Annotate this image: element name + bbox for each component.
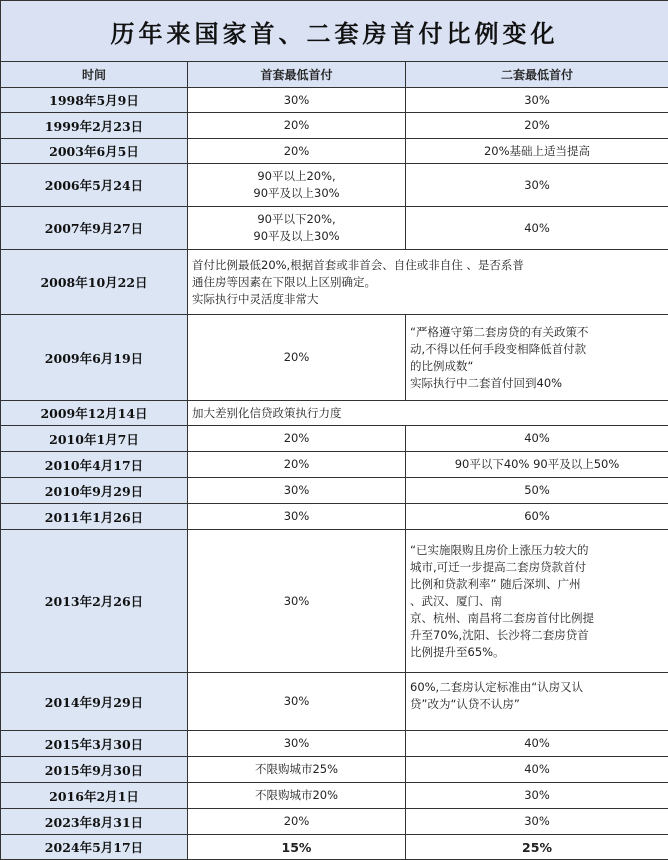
header-first: 首套最低首付 bbox=[188, 62, 406, 88]
row-date: 2015年9月30日 bbox=[1, 757, 188, 783]
row-merged-line: 实际执行中灵活度非常大 bbox=[192, 291, 664, 308]
table-row bbox=[1, 530, 668, 673]
row-date: 2023年8月31日 bbox=[1, 809, 188, 835]
row-first-line: 90平以上20%, bbox=[192, 168, 401, 185]
row-second-line: 动,不得以任何手段变相降低首付款 bbox=[410, 341, 664, 358]
table-row bbox=[1, 139, 668, 164]
table-row bbox=[1, 113, 668, 139]
row-second-line: 60%,二套房认定标准由“认房又认 bbox=[410, 679, 664, 696]
table-row bbox=[1, 478, 668, 504]
row-second: 30% bbox=[406, 783, 668, 809]
row-second-line: 升至70%,沈阳、长沙将二套房贷首 bbox=[410, 627, 664, 644]
table-row bbox=[1, 250, 668, 315]
row-merged-line: 首付比例最低20%,根据首套或非首会、自住或非自住 、是否系普 bbox=[192, 257, 664, 274]
row-first: 30% bbox=[188, 478, 406, 504]
table-row bbox=[1, 809, 668, 835]
row-first: 20% bbox=[188, 315, 406, 401]
row-first: 20% bbox=[188, 426, 406, 452]
row-date: 2014年9月29日 bbox=[1, 673, 188, 731]
table-row bbox=[1, 731, 668, 757]
row-second: 25% bbox=[406, 835, 668, 860]
row-date: 2009年12月14日 bbox=[1, 401, 188, 426]
page-title: 历年来国家首、二套房首付比例变化 bbox=[1, 1, 668, 62]
row-second-line: 贷”改为“认贷不认房” bbox=[410, 696, 664, 713]
row-date: 1998年5月9日 bbox=[1, 88, 188, 113]
row-second-line: “已实施限购且房价上涨压力较大的 bbox=[410, 542, 664, 559]
row-second: 40% bbox=[406, 731, 668, 757]
row-second-line: 比例和贷款利率” 随后深圳、广州 bbox=[410, 576, 664, 593]
row-first: 30% bbox=[188, 731, 406, 757]
row-date: 2010年1月7日 bbox=[1, 426, 188, 452]
row-second: 30% bbox=[406, 809, 668, 835]
row-first bbox=[188, 164, 406, 207]
row-first: 不限购城市20% bbox=[188, 783, 406, 809]
table-row bbox=[1, 835, 668, 860]
row-date: 2024年5月17日 bbox=[1, 835, 188, 860]
row-second-line: 京、杭州、南昌将二套房首付比例提 bbox=[410, 610, 664, 627]
row-second bbox=[406, 315, 668, 401]
table-row bbox=[1, 757, 668, 783]
row-merged-line: 通住房等因素在下限以上区别确定。 bbox=[192, 274, 664, 291]
row-second-line: 比例提升至65%。 bbox=[410, 644, 664, 661]
row-second: 50% bbox=[406, 478, 668, 504]
table-row bbox=[1, 207, 668, 250]
row-date: 2010年9月29日 bbox=[1, 478, 188, 504]
row-first-line: 90平及以上30% bbox=[192, 228, 401, 245]
table-row bbox=[1, 315, 668, 401]
row-second bbox=[406, 673, 668, 731]
row-date: 2013年2月26日 bbox=[1, 530, 188, 673]
row-date: 2011年1月26日 bbox=[1, 504, 188, 530]
table-row bbox=[1, 164, 668, 207]
row-first: 30% bbox=[188, 673, 406, 731]
row-date: 2006年5月24日 bbox=[1, 164, 188, 207]
row-second-line: 的比例成数“ bbox=[410, 358, 664, 375]
row-second-line: 实际执行中二套首付回到40% bbox=[410, 375, 664, 392]
row-first: 30% bbox=[188, 504, 406, 530]
table-row bbox=[1, 783, 668, 809]
row-first: 20% bbox=[188, 452, 406, 478]
row-second: 90平以下40% 90平及以上50% bbox=[406, 452, 668, 478]
table-row bbox=[1, 426, 668, 452]
header-date: 时间 bbox=[1, 62, 188, 88]
table-row bbox=[1, 88, 668, 113]
row-date: 2009年6月19日 bbox=[1, 315, 188, 401]
row-second: 40% bbox=[406, 757, 668, 783]
row-second: 30% bbox=[406, 164, 668, 207]
row-merged bbox=[188, 250, 668, 315]
row-first: 15% bbox=[188, 835, 406, 860]
row-date: 2010年4月17日 bbox=[1, 452, 188, 478]
row-date: 2015年3月30日 bbox=[1, 731, 188, 757]
table-row bbox=[1, 673, 668, 731]
row-second: 40% bbox=[406, 207, 668, 250]
row-date: 2016年2月1日 bbox=[1, 783, 188, 809]
row-date: 1999年2月23日 bbox=[1, 113, 188, 139]
row-date: 2007年9月27日 bbox=[1, 207, 188, 250]
row-second bbox=[406, 530, 668, 673]
row-first: 20% bbox=[188, 809, 406, 835]
row-second: 40% bbox=[406, 426, 668, 452]
row-first: 不限购城市25% bbox=[188, 757, 406, 783]
row-second: 60% bbox=[406, 504, 668, 530]
table-row bbox=[1, 504, 668, 530]
row-second: 20%基础上适当提高 bbox=[406, 139, 668, 164]
table-row bbox=[1, 452, 668, 478]
row-first-line: 90平及以上30% bbox=[192, 185, 401, 202]
header-second: 二套最低首付 bbox=[406, 62, 668, 88]
row-second-line: 城市,可迁一步提高二套房贷款首付 bbox=[410, 559, 664, 576]
row-date: 2008年10月22日 bbox=[1, 250, 188, 315]
row-second: 20% bbox=[406, 113, 668, 139]
row-date: 2003年6月5日 bbox=[1, 139, 188, 164]
row-first: 30% bbox=[188, 88, 406, 113]
row-first: 20% bbox=[188, 113, 406, 139]
row-first: 20% bbox=[188, 139, 406, 164]
title-row bbox=[1, 1, 668, 62]
row-second: 30% bbox=[406, 88, 668, 113]
table-row bbox=[1, 401, 668, 426]
row-first-line: 90平以下20%, bbox=[192, 211, 401, 228]
row-first bbox=[188, 207, 406, 250]
row-first: 30% bbox=[188, 530, 406, 673]
row-second-line: “严格遵守第二套房贷的有关政策不 bbox=[410, 324, 664, 341]
header-row bbox=[1, 62, 668, 88]
row-second-line: 、武汉、厦门、南 bbox=[410, 593, 664, 610]
row-merged: 加大差别化信贷政策执行力度 bbox=[188, 401, 668, 426]
